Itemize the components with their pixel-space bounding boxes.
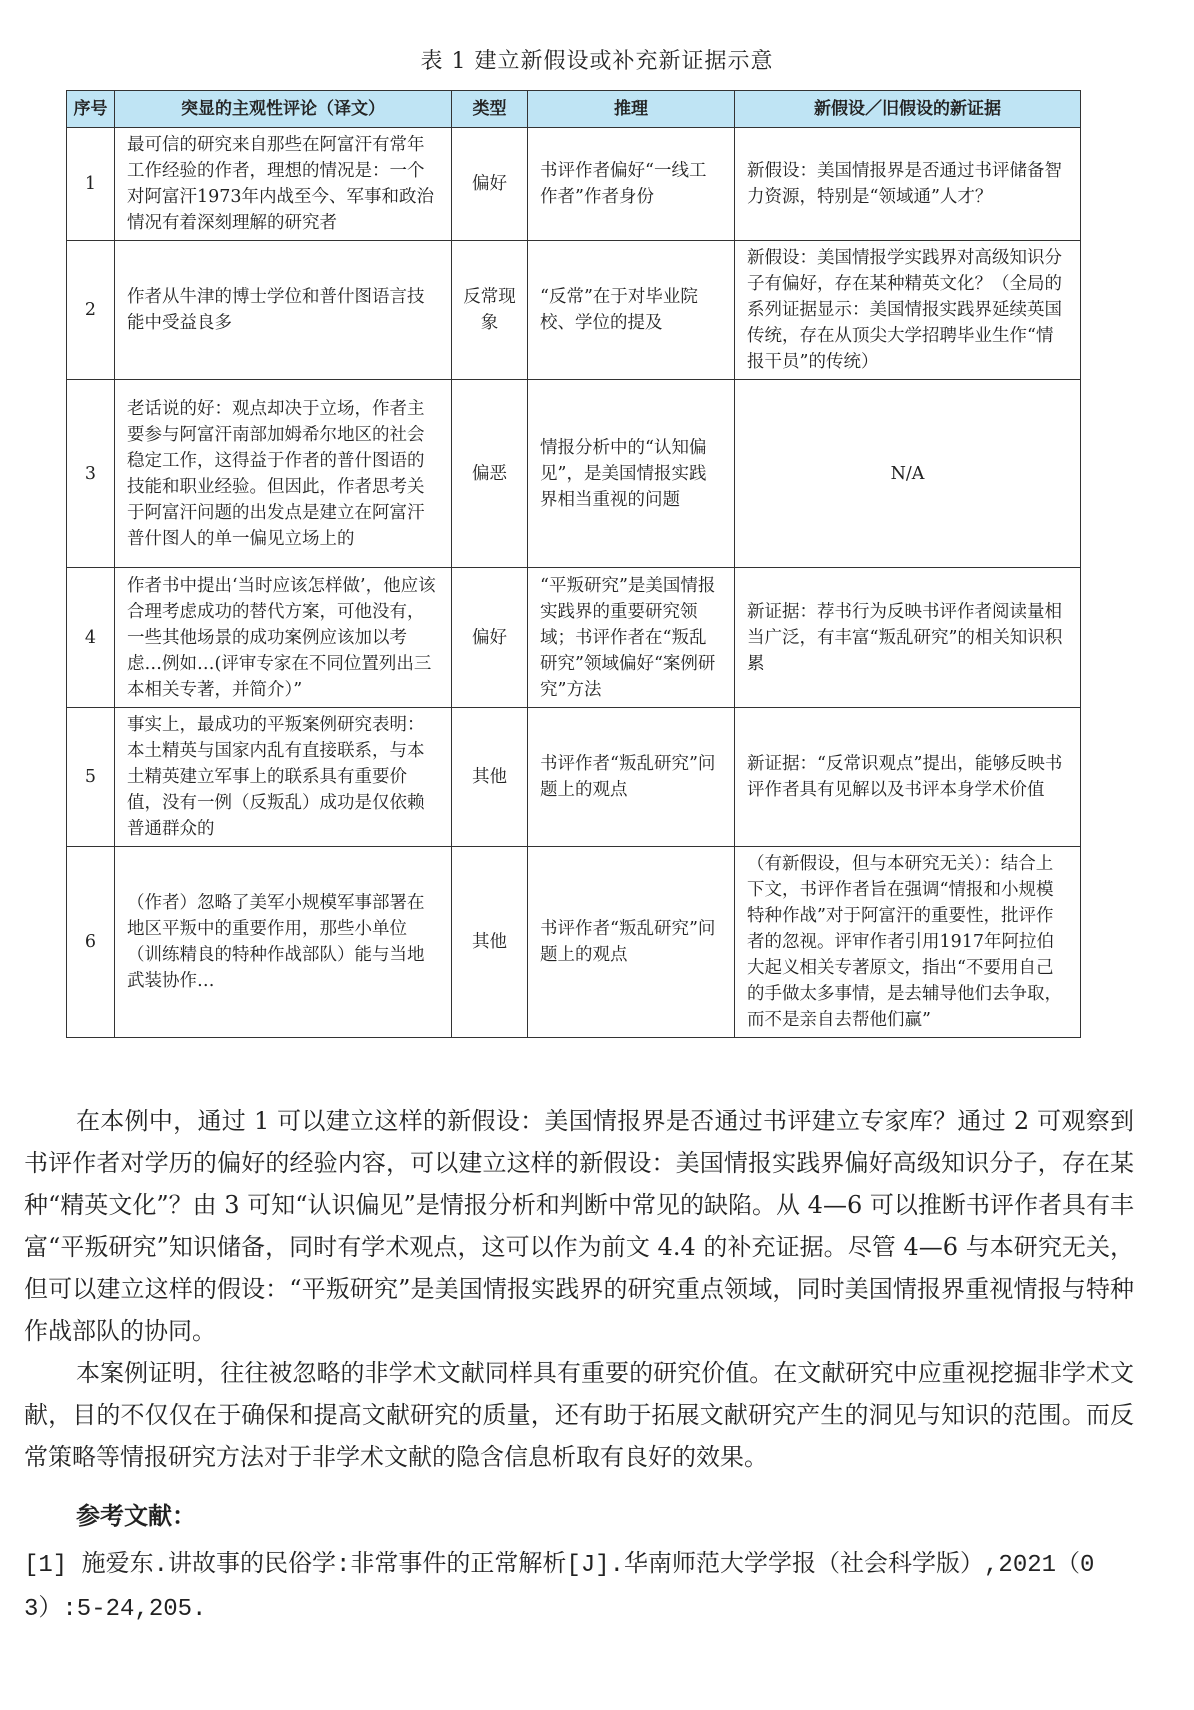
- reference-item: [1] 施爱东.讲故事的民俗学:非常事件的正常解析[J].华南师范大学学报（社会科学版）,2021（03）:5-24,205.: [24, 1552, 1095, 1623]
- body-paragraph: 在本例中，通过 1 可以建立这样的新假设：美国情报界是否通过书评建立专家库？通过 2 可观察到书评作者对学历的偏好的经验内容，可以建立这样的新假设：美国情报实践界偏好高级知识分子，存在某种“精英文化”？由 3 可知“认识偏见”是情报分析和判断中常见的缺陷。从 4—6 可以推断书评作者具有丰富“平叛研究”知识储备，同时有学术观点，这可以作为前文 4.4 的补充证据。尽管 4—6 与本研究无关，但可以建立这样的假设：“平叛研究”是美国情报实践界的研究重点领域，同时美国情报界重视情报与特种作战部队的协同。: [24, 1107, 1134, 1345]
- header-reasoning: 推理: [528, 91, 735, 128]
- row-reasoning: “平叛研究”是美国情报实践界的重要研究领域；书评作者在“叛乱研究”领域偏好“案例研究”方法: [528, 568, 735, 708]
- row-evidence: 新假设：美国情报界是否通过书评储备智力资源，特别是“领域通”人才？: [735, 128, 1081, 241]
- table-row: [67, 847, 1081, 1038]
- row-reasoning: 书评作者偏好“一线工作者”作者身份: [528, 128, 735, 241]
- row-type: 偏恶: [452, 380, 528, 568]
- row-comment: 最可信的研究来自那些在阿富汗有常年工作经验的作者，理想的情况是：一个对阿富汗1973年内战至今、军事和政治情况有着深刻理解的研究者: [115, 128, 452, 241]
- row-type: 其他: [452, 708, 528, 847]
- row-number: 3: [67, 380, 115, 568]
- references-heading: 参考文献：: [76, 1502, 196, 1530]
- table-row: [67, 568, 1081, 708]
- table-row: [67, 708, 1081, 847]
- row-reasoning: 情报分析中的“认知偏见”，是美国情报实践界相当重视的问题: [528, 380, 735, 568]
- row-type: 偏好: [452, 128, 528, 241]
- row-number: 2: [67, 241, 115, 380]
- row-evidence: 新假设：美国情报学实践界对高级知识分子有偏好，存在某种精英文化？（全局的系列证据显示：美国情报实践界延续英国传统，存在从顶尖大学招聘毕业生作“情报干员”的传统）: [735, 241, 1081, 380]
- row-comment: 老话说的好：观点却决于立场，作者主要参与阿富汗南部加姆希尔地区的社会稳定工作，这得益于作者的普什图语的技能和职业经验。但因此，作者思考关于阿富汗问题的出发点是建立在阿富汗普什图人的单一偏见立场上的: [115, 380, 452, 568]
- row-type: 偏好: [452, 568, 528, 708]
- row-type: 其他: [452, 847, 528, 1038]
- hypothesis-table: [66, 90, 1081, 1038]
- row-comment: （作者）忽略了美军小规模军事部署在地区平叛中的重要作用，那些小单位（训练精良的特种作战部队）能与当地武装协作…: [115, 847, 452, 1038]
- header-evidence: 新假设／旧假设的新证据: [735, 91, 1081, 128]
- table-row: [67, 380, 1081, 568]
- header-type: 类型: [452, 91, 528, 128]
- row-reasoning: 书评作者“叛乱研究”问题上的观点: [528, 708, 735, 847]
- row-number: 1: [67, 128, 115, 241]
- row-evidence: 新证据：荐书行为反映书评作者阅读量相当广泛，有丰富“叛乱研究”的相关知识积累: [735, 568, 1081, 708]
- row-evidence: （有新假设，但与本研究无关）：结合上下文，书评作者旨在强调“情报和小规模特种作战”对于阿富汗的重要性，批评作者的忽视。评审作者引用1917年阿拉伯大起义相关专著原文，指出“不要用自己的手做太多事情，是去辅导他们去争取，而不是亲自去帮他们赢”: [735, 847, 1081, 1038]
- row-reasoning: “反常”在于对毕业院校、学位的提及: [528, 241, 735, 380]
- row-comment: 事实上，最成功的平叛案例研究表明：本土精英与国家内乱有直接联系，与本土精英建立军事上的联系具有重要价值，没有一例（反叛乱）成功是仅依赖普通群众的: [115, 708, 452, 847]
- header-number: 序号: [67, 91, 115, 128]
- table-caption: 表 1 建立新假设或补充新证据示意: [420, 49, 774, 74]
- table-header-row: [67, 91, 1081, 128]
- row-number: 4: [67, 568, 115, 708]
- row-evidence: 新证据：“反常识观点”提出，能够反映书评作者具有见解以及书评本身学术价值: [735, 708, 1081, 847]
- row-reasoning: 书评作者“叛乱研究”问题上的观点: [528, 847, 735, 1038]
- body-paragraph: 本案例证明，往往被忽略的非学术文献同样具有重要的研究价值。在文献研究中应重视挖掘非学术文献，目的不仅仅在于确保和提高文献研究的质量，还有助于拓展文献研究产生的洞见与知识的范围。而反常策略等情报研究方法对于非学术文献的隐含信息析取有良好的效果。: [24, 1359, 1134, 1471]
- row-comment: 作者从牛津的博士学位和普什图语言技能中受益良多: [115, 241, 452, 380]
- row-number: 6: [67, 847, 115, 1038]
- row-comment: 作者书中提出‘当时应该怎样做’，他应该合理考虑成功的替代方案，可他没有，一些其他场景的成功案例应该加以考虑…例如…(评审专家在不同位置列出三本相关专著，并简介）”: [115, 568, 452, 708]
- table-row: [67, 128, 1081, 241]
- row-number: 5: [67, 708, 115, 847]
- table-row: [67, 241, 1081, 380]
- header-comment: 突显的主观性评论（译文）: [115, 91, 452, 128]
- row-evidence: N/A: [735, 380, 1081, 568]
- row-type: 反常现象: [452, 241, 528, 380]
